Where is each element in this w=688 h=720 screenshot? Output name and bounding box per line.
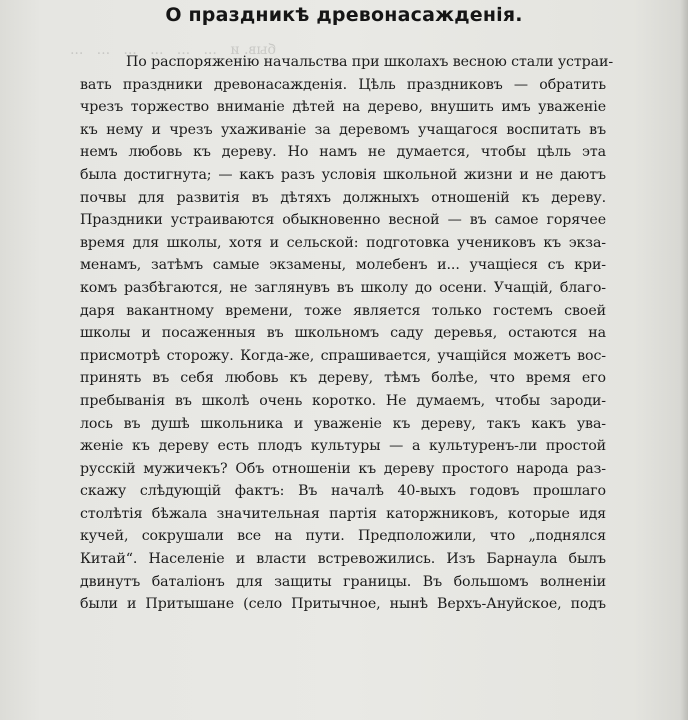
text-line: присмотрѣ сторожу. Когда-же, спрашивается, учащійся можетъ вос- [80,347,606,364]
text-line: столѣтія бѣжала значительная партія каторжниковъ, которые идя [80,505,606,522]
text-line: женіе къ дереву есть плодъ культуры — а культуренъ-ли простой [80,438,606,455]
bleedthrough-line: быв. и ... ... ... ... ... ... [70,42,276,58]
text-line: была достигнута; — какъ разъ условія школьной жизни и не даютъ [80,166,606,183]
text-line: Праздники устраиваются обыкновенно весной — въ самое горячее [80,212,606,229]
text-line: пребыванія въ школѣ очень коротко. Не думаемъ, чтобы зароди- [80,392,606,409]
text-line: принять въ себя любовь къ дереву, тѣмъ болѣе, что время его [80,370,606,387]
text-line: кучей, сокрушали все на пути. Предположили, что „поднялся [80,528,606,545]
text-line: менамъ, затѣмъ самые экзамены, молебенъ и... учащіеся съ кри- [80,257,606,274]
text-line: комъ разбѣгаются, не заглянувъ въ школу до осени. Учащій, благо- [80,279,606,296]
text-line: къ нему и чрезъ ухаживаніе за деревомъ учащагося воспитать въ [80,121,606,138]
text-line: школы и посаженныя въ школьномъ саду деревья, остаются на [80,325,606,342]
text-line: немъ любовь къ дереву. Но намъ не думается, чтобы цѣль эта [80,144,606,161]
text-line: скажу слѣдующій фактъ: Въ началѣ 40-выхъ годовъ прошлаго [80,483,606,500]
text-line: По распоряженію начальства при школахъ весною стали устраи- [126,54,614,70]
page-edge-shadow [680,0,688,720]
text-line: были и Притышане (село Притычное, нынѣ Верхъ-Ануйское, подъ [80,596,606,613]
text-line: почвы для развитія въ дѣтяхъ должныхъ отношеній къ дереву. [80,189,606,206]
text-line: вать праздники древонасажденія. Цѣль праздниковъ — обратить [80,76,606,93]
text-line: даря вакантному времени, тоже является только гостемъ своей [80,302,606,319]
page-title: О праздникѣ древонасажденія. [165,4,523,26]
text-line: двинутъ баталіонъ для защиты границы. Въ большомъ волненіи [80,573,606,590]
article-body [80,51,614,616]
text-line: Китай“. Населеніе и власти встревожились. Изъ Барнаула былъ [80,551,606,568]
text-line: лось въ душѣ школьника и уваженіе къ дереву, такъ какъ ува- [80,415,606,432]
text-line: русскій мужичекъ? Объ отношеніи къ дереву простого народа раз- [80,460,606,477]
text-line: чрезъ торжество вниманіе дѣтей на дерево, внушить имъ уваженіе [80,99,606,116]
text-line: время для школы, хотя и сельской: подготовка учениковъ къ экза- [80,234,606,251]
